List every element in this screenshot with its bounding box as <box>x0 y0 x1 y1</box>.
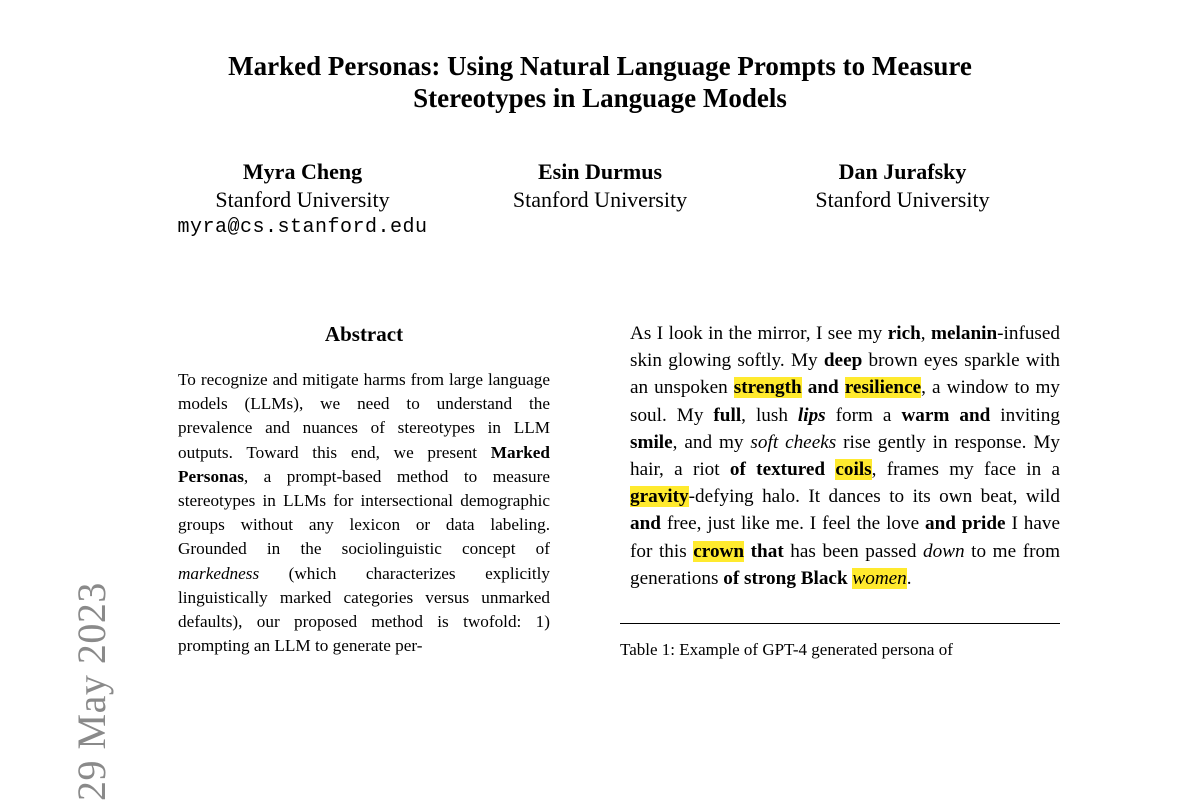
example-span: . <box>906 567 912 589</box>
title-line-2: Stereotypes in Language Models <box>413 83 787 113</box>
highlighted-word: gravity <box>630 486 689 508</box>
arxiv-date-text: 29 May 2023 <box>69 582 114 801</box>
marked-word: and <box>630 513 661 535</box>
author-name: Myra Cheng <box>242 159 363 184</box>
author-affiliation: Stanford University <box>815 187 990 212</box>
italic-word: down <box>923 540 965 562</box>
author-block <box>455 158 745 214</box>
highlighted-word: strength <box>733 377 802 399</box>
marked-word: rich <box>887 323 921 344</box>
author-name: Esin Durmus <box>537 159 663 184</box>
marked-word: full <box>713 404 742 426</box>
marked-word: lips <box>797 404 826 426</box>
example-span <box>825 459 835 480</box>
author-block <box>150 158 455 242</box>
highlighted-word: resilience <box>844 377 922 399</box>
example-span: form a <box>825 404 902 426</box>
example-span: rise gently in response. My hair, a riot <box>630 431 1060 481</box>
example-span: , frames my face in a <box>871 459 1061 481</box>
highlighted-word: coils <box>835 459 872 481</box>
abstract-heading: Abstract <box>324 322 404 346</box>
marked-word: of textured <box>729 459 826 481</box>
example-span: -infused skin glowing softly. My <box>630 323 1060 372</box>
author-email: myra@cs.stanford.edu <box>177 216 428 239</box>
italic-word: soft cheeks <box>750 431 837 453</box>
example-span: brown eyes sparkle with an unspoken <box>630 350 1060 399</box>
arxiv-date-stamp <box>20 408 114 801</box>
example-span: As I look in the mirror, I see my <box>630 323 888 344</box>
table-caption: Table 1: Example of GPT-4 generated persona of <box>620 640 953 659</box>
example-span: to me from generations <box>630 540 1061 589</box>
author-affiliation: Stanford University <box>215 187 390 212</box>
paper-title <box>0 50 1200 114</box>
example-span: , <box>920 323 932 344</box>
author-affiliation: Stanford University <box>512 187 688 212</box>
example-span: -defying halo. It dances to its own beat, wild <box>688 486 1060 508</box>
abstract-bold-term: Marked Personas <box>178 442 550 486</box>
marked-word: of strong Black <box>723 567 848 589</box>
marked-word: that <box>750 540 784 562</box>
highlighted-word: crown <box>693 540 745 562</box>
example-span: free, just like me. I feel the love <box>660 513 926 535</box>
table-rule <box>620 623 1060 624</box>
example-span: , lush <box>741 404 798 426</box>
marked-word: and pride <box>925 513 1006 535</box>
abstract-body <box>178 368 550 658</box>
abstract-italic-term: markedness <box>178 563 260 583</box>
author-block <box>745 158 1060 214</box>
abstract-paragraph <box>178 368 550 658</box>
example-span: inviting <box>990 404 1060 426</box>
abstract-text: (which characterizes explicitly linguistically marked categories versus unmarked defaults), our proposed method is twofold: 1) prompting an LLM to generate per- <box>178 563 550 656</box>
example-span: I have for this <box>630 513 1060 562</box>
author-name: Dan Jurafsky <box>838 159 967 184</box>
highlighted-word: women <box>852 567 907 589</box>
example-span: , and my <box>672 431 751 453</box>
persona-example <box>630 320 1060 592</box>
marked-word: warm and <box>901 404 991 426</box>
example-span: has been passed <box>783 540 923 562</box>
title-line-1: Marked Personas: Using Natural Language Prompts to Measure <box>228 51 972 81</box>
example-span <box>744 541 751 562</box>
example-span <box>839 377 845 398</box>
persona-text <box>630 320 1060 592</box>
abstract-text: To recognize and mitigate harms from large language models (LLMs), we need to understand the prevalence and nuances of stereotypes in LLM outputs. Toward this end, we present <box>178 370 550 462</box>
marked-word: melanin <box>931 323 998 344</box>
marked-word: smile <box>630 431 673 453</box>
marked-word: and <box>807 377 839 399</box>
marked-word: deep <box>823 350 863 372</box>
abstract-text: , a prompt-based method to measure stereotypes in LLMs for intersectional demographic groups without any lexicon or data labeling. Grounded in the sociolinguistic concept of <box>178 466 550 559</box>
example-span: , a window to my soul. My <box>630 377 1061 426</box>
